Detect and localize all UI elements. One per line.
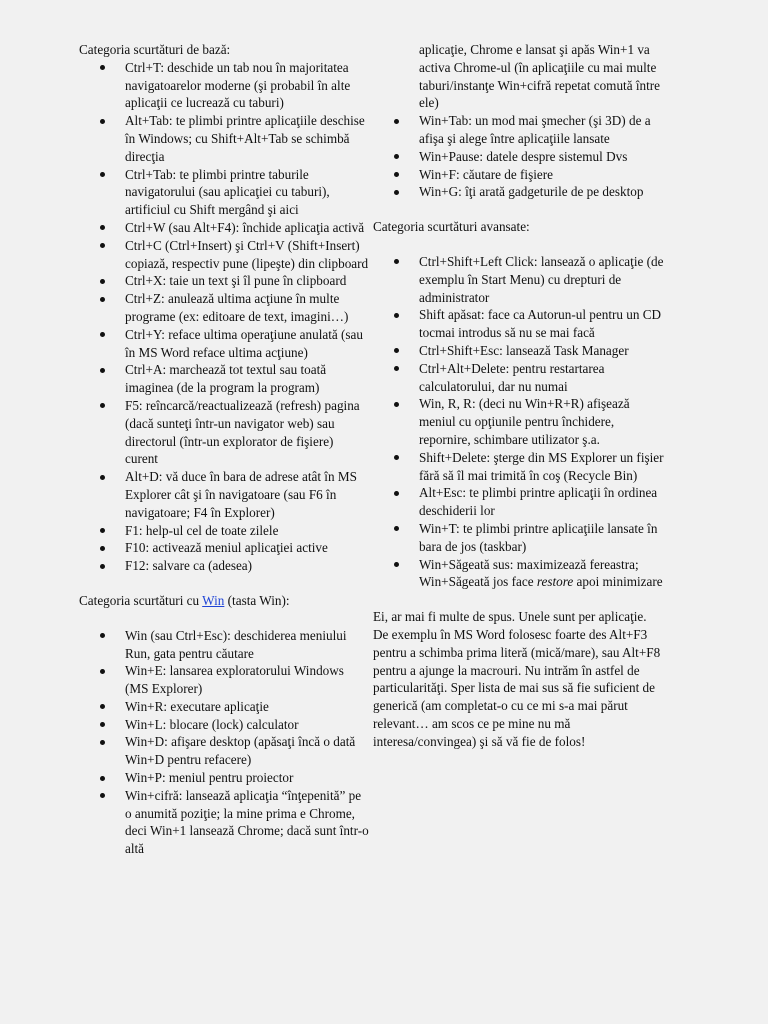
list-item: Ctrl+Shift+Left Click: lansează o aplicaţie (de exemplu în Start Menu) cu drepturi de administrator (419, 253, 664, 305)
right-column (373, 41, 665, 750)
list-item: Ctrl+X: taie un text şi îl pune în clipboard (125, 272, 369, 290)
win-shortcuts-list (79, 627, 369, 858)
list-item: Win, R, R: (deci nu Win+R+R) afişează meniul cu opţiunile pentru închidere, repornire, schimbare utilizator ş.a. (419, 395, 665, 448)
item-italic-word: restore (536, 574, 574, 590)
list-item: Win+Tab: un mod mai şmecher (şi 3D) de a afişa şi alege între aplicaţiile lansate (419, 112, 665, 148)
list-item: Ctrl+Tab: te plimbi printre taburile navigatorului (sau aplicaţiei cu taburi), artificiul cu Shift mergând şi aici (125, 166, 369, 219)
list-item: Ctrl+W (sau Alt+F4): închide aplicaţia activă (125, 219, 369, 237)
basic-shortcuts-list (79, 59, 369, 575)
list-item-continuation: aplicaţie, Chrome e lansat şi apăs Win+1 va activa Chrome-ul (în aplicaţiile cu mai multe taburi/instanţe Win+cifră repetat comută între ele) (419, 42, 661, 111)
list-item: Win+E: lansarea exploratorului Windows (MS Explorer) (125, 662, 369, 698)
list-item (419, 556, 665, 592)
list-item: F1: help-ul cel de toate zilele (125, 522, 369, 540)
list-item: F5: reîncarcă/reactualizează (refresh) pagina (dacă sunteţi într-un navigator web) sau directorul (într-un explorator de fişiere) curent (125, 397, 369, 468)
list-item: Ctrl+T: deschide un tab nou în majoritatea navigatoarelor moderne (şi probabil în alte aplicaţii ce lucrează cu taburi) (125, 59, 369, 112)
list-item: Win (sau Ctrl+Esc): deschiderea meniului Run, gata pentru căutare (125, 627, 369, 663)
closing-paragraph: Ei, ar mai fi multe de spus. Unele sunt per aplicaţie. De exemplu în MS Word folosesc foarte des Alt+F3 pentru a schimba prima literă (mică/mare), sau Alt+F8 pentru a ajunge la macrouri. Nu intrăm în astfel de particularităţi. Sper lista de mai sus să fie suficient de generică (am completat-o cu ce mi s-a mai părut relevant… am scos ce pe mine nu mă interesa/convingea) şi să vă fie de folos! (373, 609, 661, 749)
heading-suffix: (tasta Win): (224, 592, 290, 608)
win-shortcuts-list-continued (373, 112, 665, 201)
list-item: Win+D: afişare desktop (apăsaţi încă o dată Win+D pentru refacere) (125, 733, 369, 769)
list-item: F12: salvare ca (adesea) (125, 557, 369, 575)
advanced-shortcuts-list (373, 253, 665, 591)
list-item: F10: activează meniul aplicaţiei active (125, 539, 369, 557)
list-item: Win+G: îţi arată gadgeturile de pe desktop (419, 183, 665, 201)
list-item: Ctrl+Alt+Delete: pentru restartarea calculatorului, dar nu numai (419, 360, 665, 396)
list-item: Alt+Tab: te plimbi printre aplicaţiile deschise în Windows; cu Shift+Alt+Tab se schimbă direcţia (125, 112, 369, 165)
win-link[interactable]: Win (202, 592, 225, 608)
section-heading-win (79, 592, 369, 610)
left-column (79, 41, 369, 858)
list-item: Win+cifră: lansează aplicaţia “înţepenită” pe o anumită poziţie; la mine prima e Chrome, deci Win+1 lansează Chrome; dacă sunt într-o altă (125, 787, 369, 857)
list-item: Shift apăsat: face ca Autorun-ul pentru un CD tocmai introdus să nu se mai facă (419, 306, 665, 342)
list-item: Alt+D: vă duce în bara de adrese atât în MS Explorer cât şi în navigatoare (sau F6 în navigatoare; F4 în Explorer) (125, 468, 369, 521)
list-item: Win+F: căutare de fişiere (419, 166, 665, 184)
list-item: Win+R: executare aplicaţie (125, 698, 369, 716)
list-item: Win+L: blocare (lock) calculator (125, 716, 369, 734)
list-item: Win+Pause: datele despre sistemul Dvs (419, 148, 665, 166)
item-text-after: apoi minimizare (573, 574, 663, 590)
section-heading-basic: Categoria scurtături de bază: (79, 42, 231, 57)
list-item: Ctrl+Shift+Esc: lansează Task Manager (419, 342, 665, 360)
list-item: Shift+Delete: şterge din MS Explorer un fişier fără să îl mai trimită în coş (Recycle Bin) (419, 449, 664, 483)
list-item: Win+T: te plimbi printre aplicaţiile lansate în bara de jos (taskbar) (419, 520, 665, 556)
heading-prefix: Categoria scurtături cu (79, 592, 203, 608)
list-item: Ctrl+Y: reface ultima operaţiune anulată (sau în MS Word reface ultima acţiune) (125, 326, 369, 362)
list-item: Ctrl+C (Ctrl+Insert) şi Ctrl+V (Shift+Insert) copiază, respectiv pune (lipeşte) din clipboard (125, 237, 369, 271)
section-heading-advanced: Categoria scurtături avansate: (373, 219, 530, 235)
list-item: Win+P: meniul pentru proiector (125, 769, 369, 787)
list-item: Alt+Esc: te plimbi printre aplicaţii în ordinea deschiderii lor (419, 484, 665, 520)
item-text-before: Win+Săgeată sus: maximizează fereastra; Win+Săgeată jos face (419, 556, 639, 590)
list-item: Ctrl+A: marchează tot textul sau toată imaginea (de la program la program) (125, 361, 369, 397)
list-item: Ctrl+Z: anulează ultima acţiune în multe programe (ex: editoare de text, imagini…) (125, 290, 369, 326)
